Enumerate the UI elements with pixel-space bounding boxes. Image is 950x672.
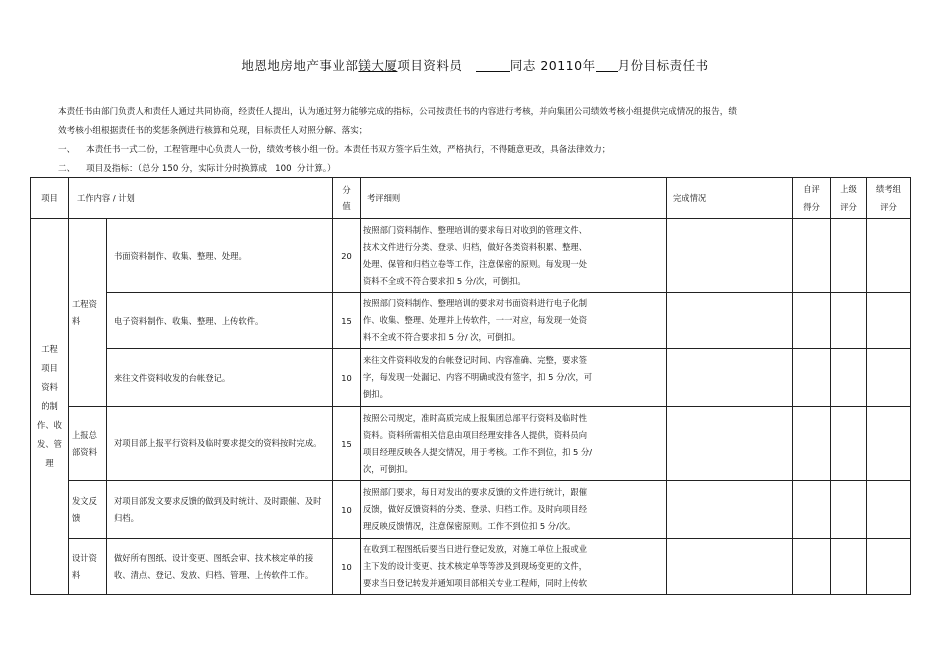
header-criteria: 考评细则 bbox=[361, 178, 667, 219]
row-criteria: 在收到工程图纸后要当日进行登记发放，对施工单位上报或业 主下发的设计变更、技术核定单等等涉及到现场变更的文件， 要求当日登记转发并通知项目部相关专业工程师，同时上传软 bbox=[361, 539, 667, 595]
row-superior-score[interactable] bbox=[831, 293, 867, 349]
row-superior-score[interactable] bbox=[831, 407, 867, 481]
table-row bbox=[31, 293, 911, 349]
row-self-score[interactable] bbox=[793, 539, 831, 595]
title-part-e: 月份目标责任书 bbox=[617, 58, 709, 73]
row-group-score[interactable] bbox=[867, 481, 911, 539]
row-content: 对项目部发文要求反馈的做到及时统计、及时跟催、及时归档。 bbox=[107, 481, 333, 539]
row-superior-score[interactable] bbox=[831, 539, 867, 595]
intro-para-3: 二、 项目及指标：（总分 150 分，实际计分时换算成 100 分计算。） bbox=[58, 164, 336, 174]
intro-para-1-line-2: 效考核小组根据责任书的奖惩条例进行核算和兑现，目标责任人对照分解、落实； bbox=[58, 126, 368, 136]
row-superior-score[interactable] bbox=[831, 349, 867, 407]
table-row bbox=[31, 539, 911, 595]
header-superior-score: 上级 评分 bbox=[831, 178, 867, 219]
document-title bbox=[0, 56, 950, 74]
group-cell-2: 上报总 部资料 bbox=[69, 407, 107, 481]
row-group-score[interactable] bbox=[867, 293, 911, 349]
header-status: 完成情况 bbox=[667, 178, 793, 219]
row-self-score[interactable] bbox=[793, 349, 831, 407]
row-superior-score[interactable] bbox=[831, 219, 867, 293]
row-status[interactable] bbox=[667, 539, 793, 595]
title-part-c: 项目资料员 bbox=[397, 58, 463, 73]
row-score: 10 bbox=[333, 539, 361, 595]
table-row bbox=[31, 407, 911, 481]
row-score: 10 bbox=[333, 481, 361, 539]
row-criteria: 按照公司规定，准时高质完成上报集团总部平行资料及临时性 资料。资料所需相关信息由项目经理安排各人提供，资料员向 项目经理反映各人提交情况，用于考核。工作不到位，扣 5 分/ 次，可倒扣。 bbox=[361, 407, 667, 481]
table-row bbox=[31, 219, 911, 293]
row-content: 电子资料制作、收集、整理、上传软件。 bbox=[107, 293, 333, 349]
header-item: 项目 bbox=[31, 178, 69, 219]
row-status[interactable] bbox=[667, 349, 793, 407]
table-row bbox=[31, 349, 911, 407]
header-content: 工作内容 / 计划 bbox=[69, 178, 333, 219]
title-part-d: 同志 20110年 bbox=[509, 58, 596, 73]
row-superior-score[interactable] bbox=[831, 481, 867, 539]
title-part-a: 地恩地房地产事业部 bbox=[241, 58, 359, 73]
row-self-score[interactable] bbox=[793, 293, 831, 349]
row-score: 10 bbox=[333, 349, 361, 407]
row-score: 15 bbox=[333, 407, 361, 481]
row-criteria: 来往文件资料收发的台帐登记时间、内容准确、完整，要求签 字，每发现一处漏记、内容不明确或没有签字，扣 5 分/次，可 倒扣。 bbox=[361, 349, 667, 407]
table-header-row bbox=[31, 178, 911, 219]
row-content: 对项目部上报平行资料及临时要求提交的资料按时完成。 bbox=[107, 407, 333, 481]
row-content: 来往文件资料收发的台帐登记。 bbox=[107, 349, 333, 407]
row-self-score[interactable] bbox=[793, 407, 831, 481]
intro-para-2: 一、 本责任书一式二份，工程管理中心负责人一份，绩效考核小组一份。本责任书双方签字后生效，严格执行，不得随意更改，具备法律效力； bbox=[58, 145, 611, 155]
group-cell-1: 工程资 料 bbox=[69, 219, 107, 407]
row-group-score[interactable] bbox=[867, 407, 911, 481]
row-score: 15 bbox=[333, 293, 361, 349]
row-status[interactable] bbox=[667, 481, 793, 539]
row-group-score[interactable] bbox=[867, 349, 911, 407]
table-row bbox=[31, 481, 911, 539]
title-blank-month bbox=[596, 71, 618, 72]
row-content: 书面资料制作、收集、整理、处理。 bbox=[107, 219, 333, 293]
row-status[interactable] bbox=[667, 293, 793, 349]
row-group-score[interactable] bbox=[867, 219, 911, 293]
row-criteria: 按照部门资料制作、整理培训的要求每日对收到的管理文件、 技术文件进行分类、登录、归档，做好各类资料积累、整理、 处理、保管和归档立卷等工作，注意保密的原则。每发现一处 资料不全或不符合要求扣 5 分/次，可倒扣。 bbox=[361, 219, 667, 293]
row-score: 20 bbox=[333, 219, 361, 293]
row-status[interactable] bbox=[667, 219, 793, 293]
row-criteria: 按照部门资料制作、整理培训的要求对书面资料进行电子化制 作、收集、整理、处理并上传软件，一一对应，每发现一处资 料不全或不符合要求扣 5 分/ 次，可倒扣。 bbox=[361, 293, 667, 349]
group-cell-4: 设计资 料 bbox=[69, 539, 107, 595]
row-content: 做好所有图纸、设计变更、图纸会审、技术核定单的接收、清点、登记、发放、归档、管理、上传软件工作。 bbox=[107, 539, 333, 595]
row-criteria: 按照部门要求，每日对发出的要求反馈的文件进行统计，跟催 反馈，做好反馈资料的分类、登录、归档工作。及时向项目经 理反映反馈情况，注意保密原则。工作不到位扣 5 分/次。 bbox=[361, 481, 667, 539]
title-part-b: 镁大厦 bbox=[358, 58, 398, 73]
intro-text bbox=[58, 103, 898, 179]
category-cell: 工程 项目 资料 的制 作、收 发、管 理 bbox=[31, 219, 69, 595]
row-status[interactable] bbox=[667, 407, 793, 481]
header-score: 分 值 bbox=[333, 178, 361, 219]
header-self-score: 自评 得分 bbox=[793, 178, 831, 219]
row-group-score[interactable] bbox=[867, 539, 911, 595]
row-self-score[interactable] bbox=[793, 219, 831, 293]
row-self-score[interactable] bbox=[793, 481, 831, 539]
responsibility-table bbox=[30, 177, 911, 595]
header-group-score: 绩考组 评分 bbox=[867, 178, 911, 219]
title-blank-name bbox=[476, 71, 510, 72]
intro-para-1-line-1: 本责任书由部门负责人和责任人通过共同协商，经责任人提出，认为通过努力能够完成的指标，公司按责任书的内容进行考核，并向集团公司绩效考核小组提供完成情况的报告，绩 bbox=[58, 107, 737, 117]
group-cell-3: 发文反 馈 bbox=[69, 481, 107, 539]
